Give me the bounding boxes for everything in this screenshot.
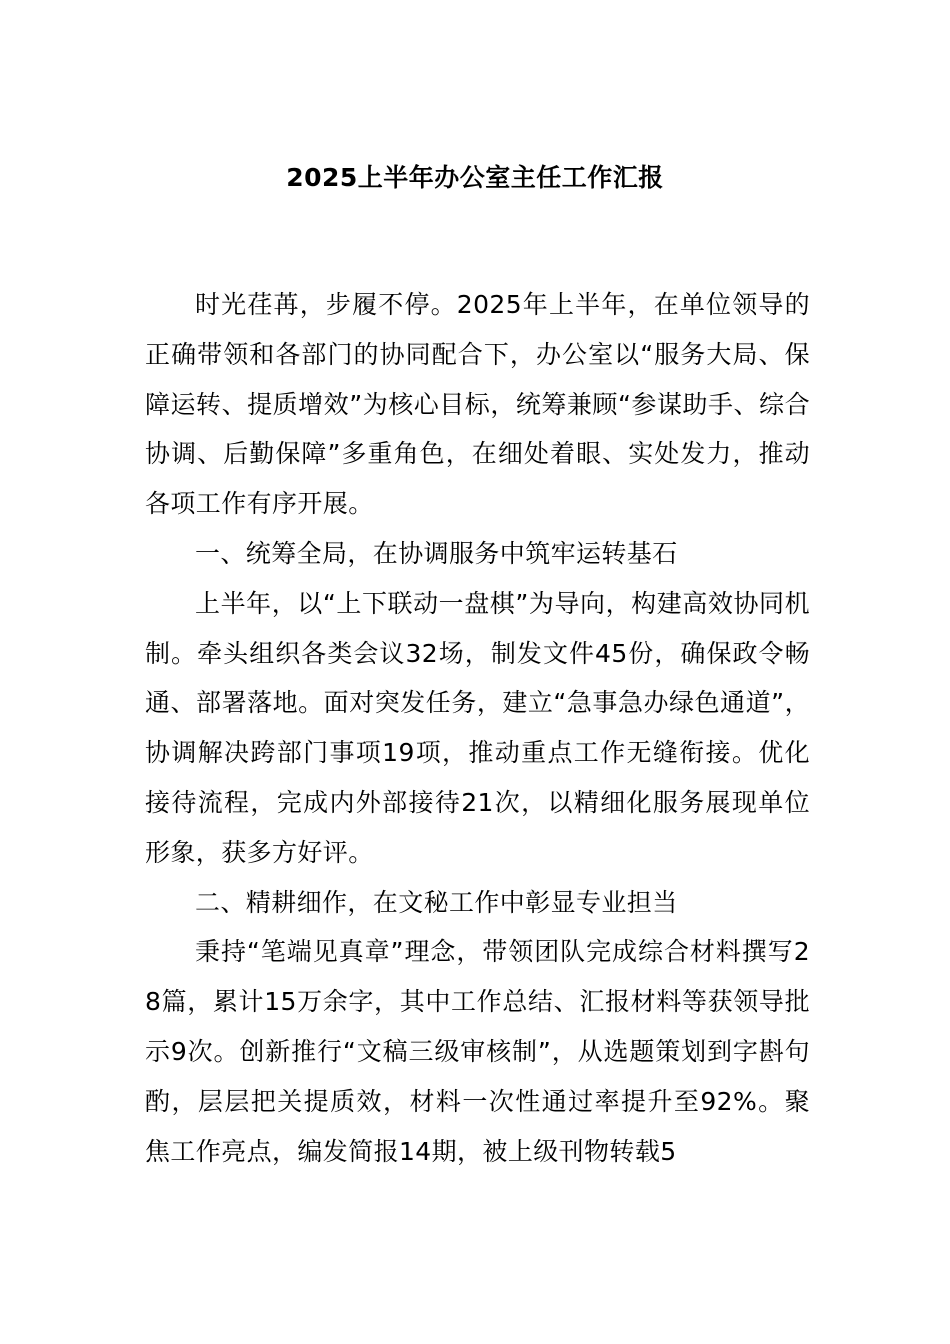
paragraph-section-2: 秉持“笔端见真章”理念，带领团队完成综合材料撰写28篇，累计15万余字，其中工作总结、汇报材料等获领导批示9次。创新推行“文稿三级审核制”，从选题策划到字斟句酌，层层把关提质效，材料一次性通过率提升至92%。聚焦工作亮点，编发简报14期，被上级刊物转载5 [145,937,810,1166]
document-body [145,280,810,1176]
section-heading-1: 一、统筹全局，在协调服务中筑牢运转基石 [195,538,678,568]
section-heading-2: 二、精耕细作，在文秘工作中彰显专业担当 [195,887,678,917]
paragraph-intro: 时光荏苒，步履不停。2025年上半年，在单位领导的正确带领和各部门的协同配合下，办公室以“服务大局、保障运转、提质增效”为核心目标，统筹兼顾“参谋助手、综合协调、后勤保障”多重角色，在细处着眼、实处发力，推动各项工作有序开展。 [145,290,810,519]
document-title: 2025上半年办公室主任工作汇报 [286,163,664,192]
paragraph-section-1: 上半年，以“上下联动一盘棋”为导向，构建高效协同机制。牵头组织各类会议32场，制发文件45份，确保政令畅通、部署落地。面对突发任务，建立“急事急办绿色通道”，协调解决跨部门事项19项，推动重点工作无缝衔接。优化接待流程，完成内外部接待21次，以精细化服务展现单位形象，获多方好评。 [145,588,810,867]
